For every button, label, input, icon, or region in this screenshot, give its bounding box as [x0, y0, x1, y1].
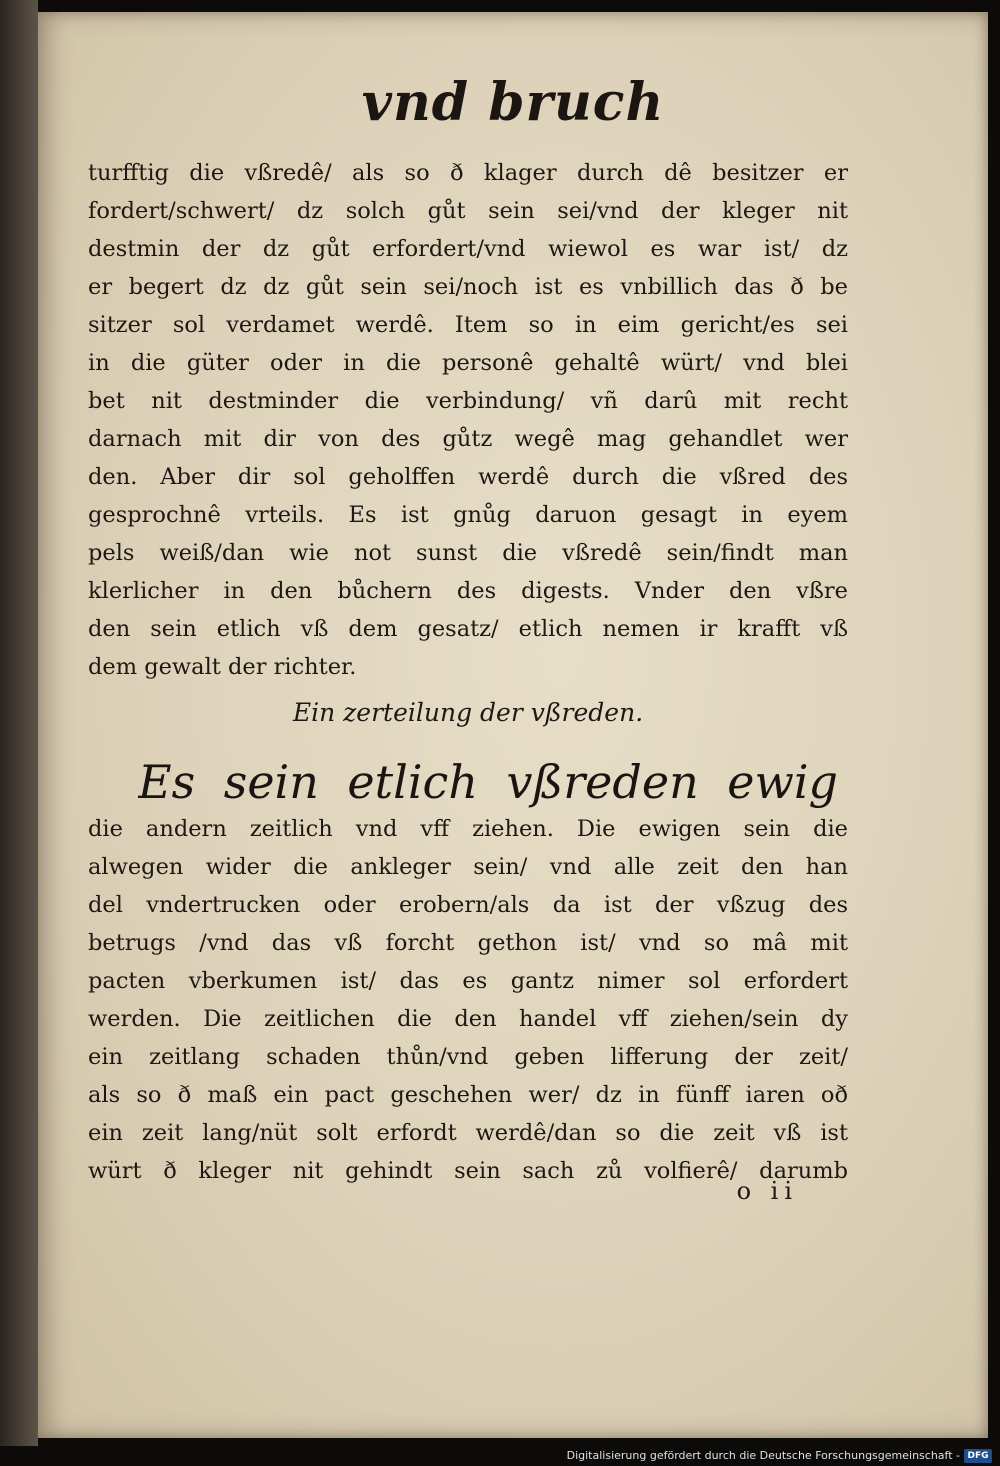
text-line: den sein etlich vß dem gesatz/ etlich nemen ir krafft vß: [88, 616, 848, 642]
paragraph-2: [88, 810, 848, 1190]
large-initial-line: Es sein etlich vßreden ewig: [138, 755, 838, 809]
text-line: als so ð maß ein pact geschehen wer/ dz in fünff iaren oð: [88, 1082, 848, 1108]
text-line: die andern zeitlich vnd vff ziehen. Die ewigen sein die: [88, 816, 848, 842]
text-line: er begert dz dz gůt sein sei/noch ist es vnbillich das ð be: [88, 274, 848, 300]
text-line: ein zeit lang/nüt solt erfordt werdê/dan so die zeit vß ist: [88, 1120, 848, 1146]
text-line: darnach mit dir von des gůtz wegê mag gehandlet wer: [88, 426, 848, 452]
text-line: pacten vberkumen ist/ das es gantz nimer sol erfordert: [88, 968, 848, 994]
text-line: alwegen wider die ankleger sein/ vnd alle zeit den han: [88, 854, 848, 880]
funding-credit: Digitalisierung gefördert durch die Deutsche Forschungsgemeinschaft -: [566, 1449, 960, 1462]
text-line: ein zeitlang schaden thůn/vnd geben lifferung der zeit/: [88, 1044, 848, 1070]
text-line: pels weiß/dan wie not sunst die vßredê sein/findt man: [88, 540, 848, 566]
text-line: werden. Die zeitlichen die den handel vff ziehen/sein dy: [88, 1006, 848, 1032]
text-line: klerlicher in den bůchern des digests. Vnder den vßre: [88, 578, 848, 604]
running-head: vnd bruch: [361, 72, 665, 133]
text-line: betrugs /vnd das vß forcht gethon ist/ vnd so mâ mit: [88, 930, 848, 956]
book-binding: [0, 0, 38, 1446]
book-page: [38, 12, 988, 1438]
text-line: würt ð kleger nit gehindt sein sach zů volfierê/ darumb: [88, 1158, 848, 1184]
text-line: den. Aber dir sol geholffen werdê durch die vßred des: [88, 464, 848, 490]
text-line: del vndertrucken oder erobern/als da ist der vßzug des: [88, 892, 848, 918]
text-line: sitzer sol verdamet werdê. Item so in eim gericht/es sei: [88, 312, 848, 338]
text-line: dem gewalt der richter.: [88, 654, 357, 680]
text-line: bet nit destminder die verbindung/ vñ darû mit recht: [88, 388, 848, 414]
text-line: destmin der dz gůt erfordert/vnd wiewol es war ist/ dz: [88, 236, 848, 262]
text-line: fordert/schwert/ dz solch gůt sein sei/vnd der kleger nit: [88, 198, 848, 224]
signature-mark: o ii: [736, 1177, 798, 1205]
section-heading: Ein zerteilung der vßreden.: [292, 698, 644, 727]
text-line: turfftig die vßredê/ als so ð klager durch dê besitzer er: [88, 160, 848, 186]
dfg-logo: DFG: [964, 1449, 992, 1463]
text-line: gesprochnê vrteils. Es ist gnůg daruon gesagt in eyem: [88, 502, 848, 528]
text-line: in die güter oder in die personê gehaltê würt/ vnd blei: [88, 350, 848, 376]
paragraph-1: [88, 154, 848, 686]
